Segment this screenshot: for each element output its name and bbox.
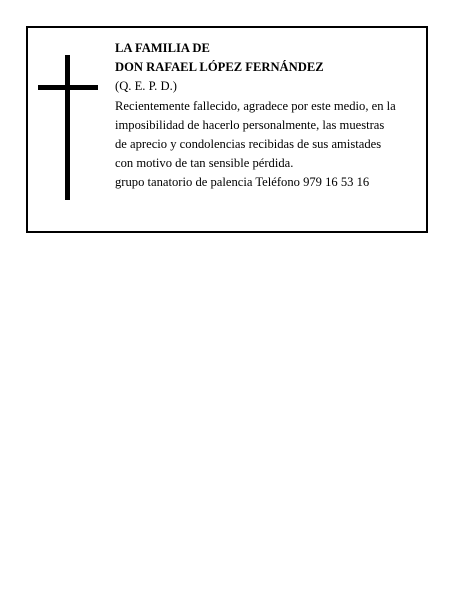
deceased-name: DON RAFAEL LÓPEZ FERNÁNDEZ <box>115 60 324 75</box>
rip-abbreviation: (Q. E. P. D.) <box>115 79 177 94</box>
family-heading: LA FAMILIA DE <box>115 41 210 55</box>
notice-text-block <box>115 39 423 193</box>
body-line: imposibilidad de hacerlo personalmente, las muestras <box>115 117 385 132</box>
funeral-home-contact: grupo tanatorio de palencia Teléfono 979 16 53 16 <box>115 175 370 190</box>
body-line: con motivo de tan sensible pérdida. <box>115 156 294 171</box>
body-line: Recientemente fallecido, agradece por este medio, en la <box>115 98 396 113</box>
body-line: de aprecio y condolencias recibidas de sus amistades <box>115 137 382 152</box>
cross-vertical-bar <box>65 55 70 200</box>
cross-horizontal-bar <box>38 85 98 90</box>
cross-icon <box>38 55 98 200</box>
obituary-notice <box>26 26 428 233</box>
